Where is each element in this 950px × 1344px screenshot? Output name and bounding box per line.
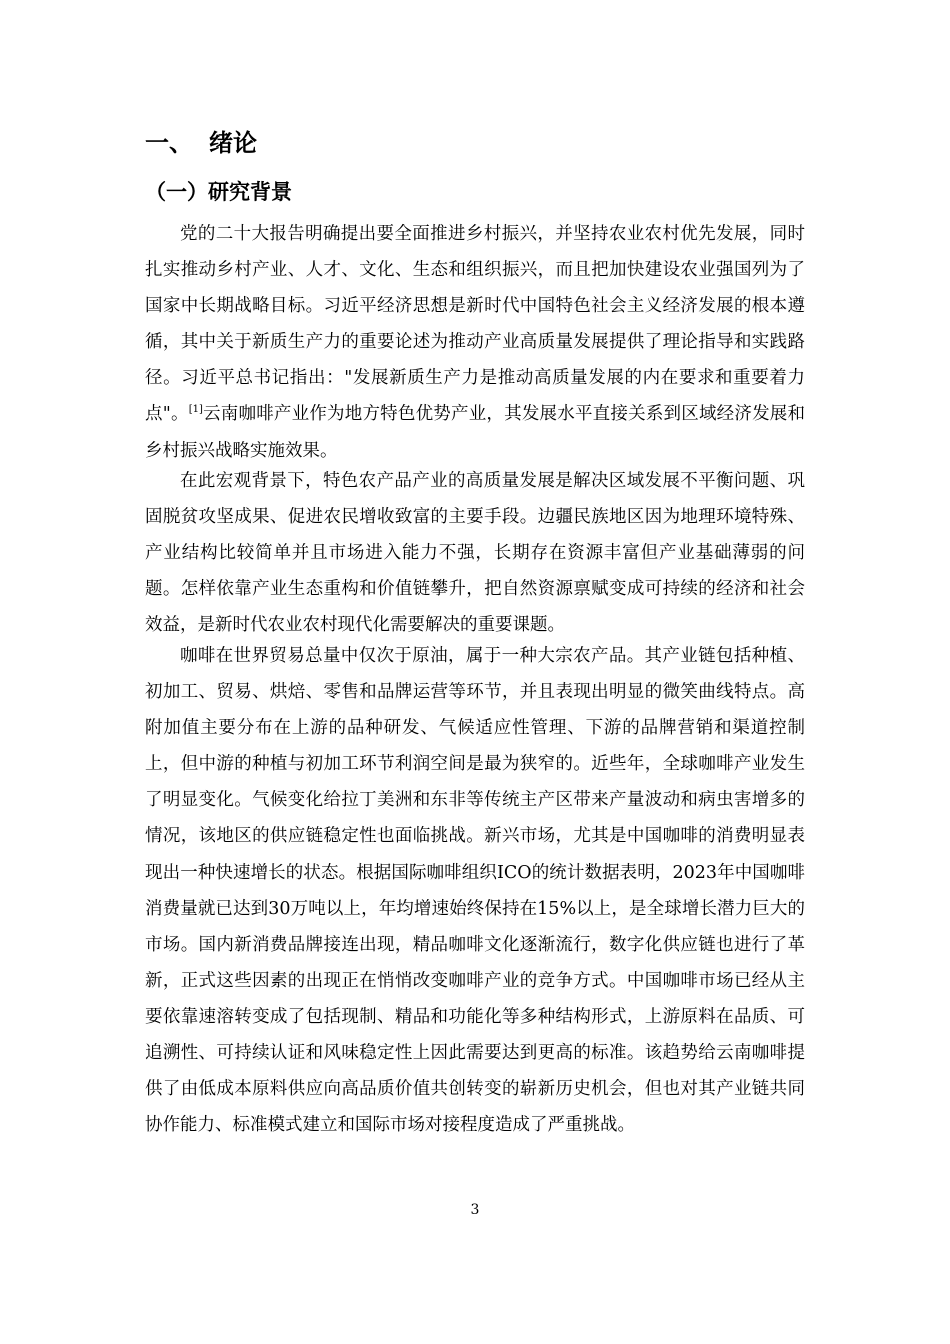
body-paragraph-3: 咖啡在世界贸易总量中仅次于原油，属于一种大宗农产品。其产业链包括种植、初加工、贸易、烘焙、零售和品牌运营等环节，并且表现出明显的微笑曲线特点。高附加值主要分布在上游的品种研发、气候适应性管理、下游的品牌营销和渠道控制上，但中游的种植与初加工环节利润空间是最为狭窄的。近些年，全球咖啡产业发生了明显变化。气候变化给拉丁美洲和东非等传统主产区带来产量波动和病虫害增多的情况，该地区的供应链稳定性也面临挑战。新兴市场，尤其是中国咖啡的消费明显表现出一种快速增长的状态。根据国际咖啡组织ICO的统计数据表明，2023年中国咖啡消费量就已达到30万吨以上，年均增速始终保持在15%以上，是全球增长潜力巨大的市场。国内新消费品牌接连出现，精品咖啡文化逐渐流行，数字化供应链也进行了革新，正式这些因素的出现正在悄悄改变咖啡产业的竞争方式。中国咖啡市场已经从主要依靠速溶转变成了包括现制、精品和功能化等多种结构形式，上游原料在品质、可追溯性、可持续认证和风味稳定性上因此需要达到更高的标准。该趋势给云南咖啡提供了由低成本原料供应向高品质价值共创转变的崭新历史机会，但也对其产业链共同协作能力、标准模式建立和国际市场对接程度造成了严重挑战。 — [145, 646, 805, 1136]
body-paragraph-2: 在此宏观背景下，特色农产品产业的高质量发展是解决区域发展不平衡问题、巩固脱贫攻坚成果、促进农民增收致富的主要手段。边疆民族地区因为地理环境特殊、产业结构比较简单并且市场进入能力不强，长期存在资源丰富但产业基础薄弱的问题。怎样依靠产业生态重构和价值链攀升，把自然资源禀赋变成可持续的经济和社会效益，是新时代农业农村现代化需要解决的重要课题。 — [145, 471, 805, 636]
paragraph-1-text-b: 云南咖啡产业作为地方特色优势产业，其发展水平直接关系到区域经济发展和乡村振兴战略实施效果。 — [145, 404, 805, 461]
chapter-title: 绪论 — [209, 128, 257, 157]
body-paragraph-1 — [145, 216, 805, 469]
page-number: 3 — [470, 1202, 480, 1218]
section-heading: （一）研究背景 — [145, 179, 292, 204]
chapter-number: 一、 — [145, 128, 193, 157]
citation-reference: [1] — [188, 404, 203, 416]
chapter-heading — [145, 123, 257, 163]
paragraph-1-text-a: 党的二十大报告明确提出要全面推进乡村振兴，并坚持农业农村优先发展，同时扎实推动乡村产业、人才、文化、生态和组织振兴，而且把加快建设农业强国列为了国家中长期战略目标。习近平经济思想是新时代中国特色社会主义经济发展的根本遵循，其中关于新质生产力的重要论述为推动产业高质量发展提供了理论指导和实践路径。习近平总书记指出："发展新质生产力是推动高质量发展的内在要求和重要着力点"。 — [145, 224, 805, 425]
